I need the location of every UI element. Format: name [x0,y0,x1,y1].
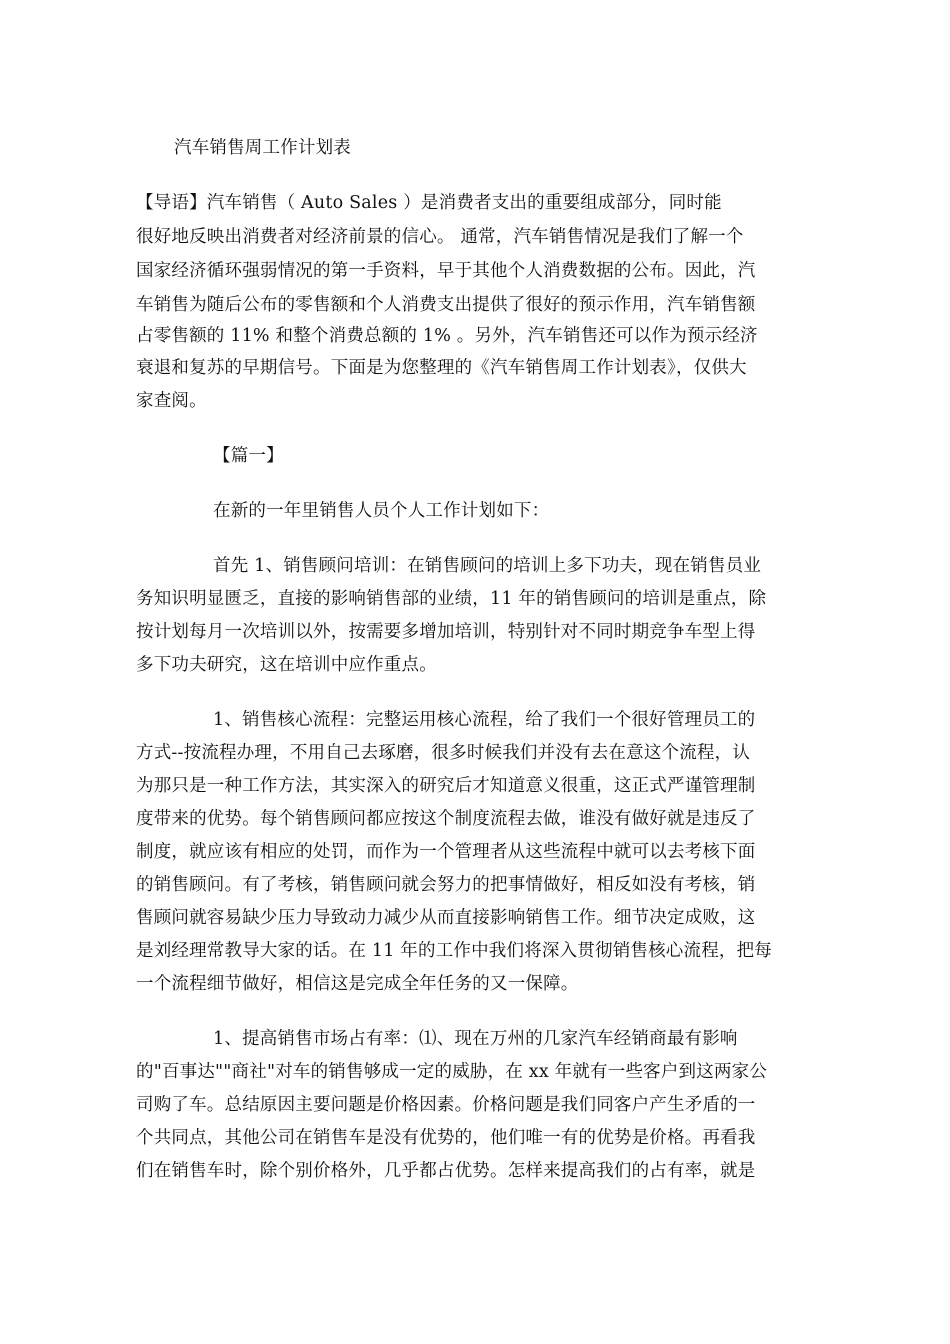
paragraph-line: 1、提高销售市场占有率：⑴、现在万州的几家汽车经销商最有影响 [213,1029,738,1049]
paragraph-line: 是刘经理常教导大家的话。在 11 年的工作中我们将深入贯彻销售核心流程，把每 [136,941,772,961]
paragraph-line: 度带来的优势。每个销售顾问都应按这个制度流程去做，谁没有做好就是违反了 [136,809,756,829]
intro-line: 国家经济循环强弱情况的第一手资料，早于其他个人消费数据的公布。因此，汽 [136,261,756,281]
paragraph-line: 司购了车。总结原因主要问题是价格因素。价格问题是我们同客户产生矛盾的一 [136,1095,756,1115]
paragraph-line: 多下功夫研究，这在培训中应作重点。 [136,655,437,675]
intro-line: 占零售额的 11% 和整个消费总额的 1% 。另外，汽车销售还可以作为预示经济 [136,326,758,346]
paragraph-line: 的销售顾问。有了考核，销售顾问就会努力的把事情做好，相反如没有考核，销 [136,875,756,895]
document-title: 汽车销售周工作计划表 [174,138,351,158]
paragraph-line: 的"百事达""商社"对车的销售够成一定的威胁，在 xx 年就有一些客户到这两家公 [136,1062,768,1082]
paragraph-line: 首先 1、销售顾问培训：在销售顾问的培训上多下功夫，现在销售员业 [213,556,762,576]
paragraph-line: 售顾问就容易缺少压力导致动力减少从而直接影响销售工作。细节决定成败，这 [136,908,756,928]
paragraph-line: 1、销售核心流程：完整运用核心流程，给了我们一个很好管理员工的 [213,710,756,730]
intro-line: 家查阅。 [136,391,207,411]
intro-line: 【导语】汽车销售（ Auto Sales ）是消费者支出的重要组成部分，同时能 [136,193,722,213]
paragraph-line: 按计划每月一次培训以外，按需要多增加培训，特别针对不同时期竞争车型上得 [136,622,756,642]
paragraph-line: 制度，就应该有相应的处罚，而作为一个管理者从这些流程中就可以去考核下面 [136,842,756,862]
intro-line: 衰退和复苏的早期信号。下面是为您整理的《汽车销售周工作计划表》，仅供大 [136,358,747,378]
intro-line: 很好地反映出消费者对经济前景的信心。 通常，汽车销售情况是我们了解一个 [136,227,744,247]
paragraph-line: 为那只是一种工作方法，其实深入的研究后才知道意义很重，这正式严谨管理制 [136,776,756,796]
section-heading: 【篇一】 [213,446,284,466]
paragraph-line: 们在销售车时，除个别价格外，几乎都占优势。怎样来提高我们的占有率，就是 [136,1161,756,1181]
plan-intro: 在新的一年里销售人员个人工作计划如下： [213,501,550,521]
intro-line: 车销售为随后公布的零售额和个人消费支出提供了很好的预示作用，汽车销售额 [136,295,756,315]
paragraph-line: 个共同点，其他公司在销售车是没有优势的，他们唯一有的优势是价格。再看我 [136,1128,756,1148]
paragraph-line: 方式--按流程办理，不用自己去琢磨，很多时候我们并没有去在意这个流程，认 [136,743,751,763]
paragraph-line: 务知识明显匮乏，直接的影响销售部的业绩，11 年的销售顾问的培训是重点，除 [136,589,767,609]
paragraph-line: 一个流程细节做好，相信这是完成全年任务的又一保障。 [136,974,579,994]
